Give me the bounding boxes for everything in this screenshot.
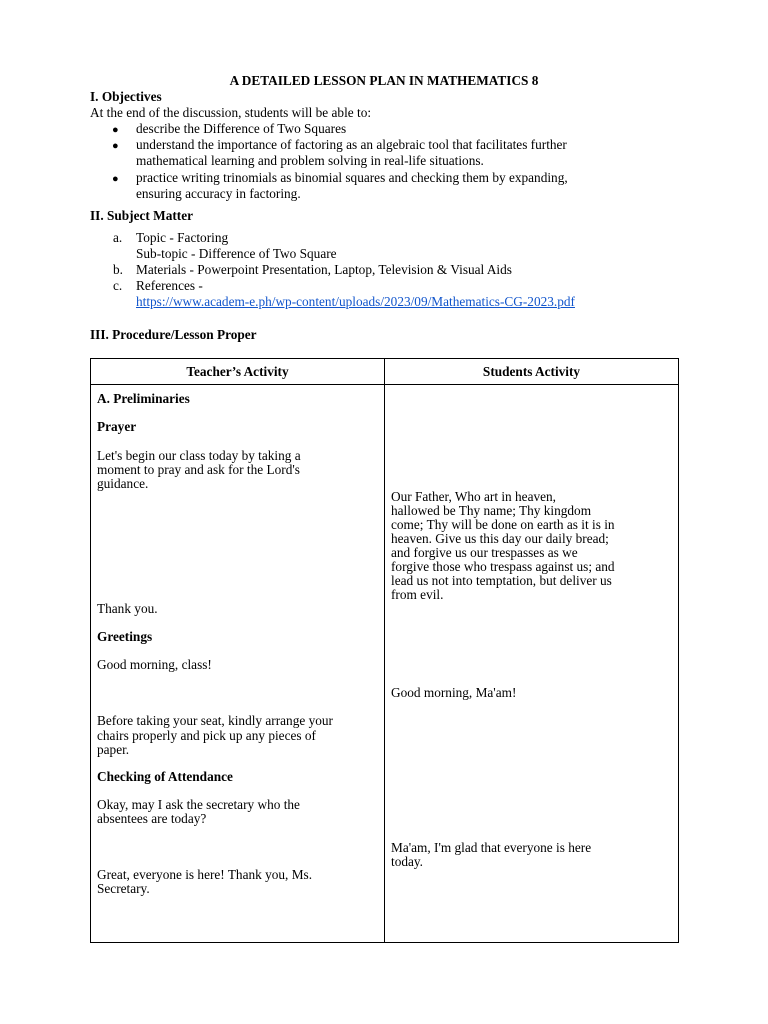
objectives-intro: At the end of the discussion, students will be able to: bbox=[90, 105, 372, 120]
objective-item-continued: ensuring accuracy in factoring. bbox=[136, 186, 301, 201]
list-marker: c. bbox=[113, 278, 123, 293]
references-line: References - bbox=[136, 278, 203, 293]
teacher-line: Before taking your seat, kindly arrange your bbox=[97, 713, 333, 728]
student-line: today. bbox=[391, 854, 424, 869]
subtopic-line: Sub-topic - Difference of Two Square bbox=[136, 246, 337, 261]
list-marker: b. bbox=[113, 262, 123, 277]
preliminaries-heading: A. Preliminaries bbox=[97, 391, 190, 406]
greetings-heading: Greetings bbox=[97, 629, 153, 644]
page-title: A DETAILED LESSON PLAN IN MATHEMATICS 8 bbox=[229, 73, 539, 88]
teacher-line: Secretary. bbox=[97, 881, 150, 896]
teacher-line: paper. bbox=[97, 742, 130, 757]
attendance-heading: Checking of Attendance bbox=[97, 769, 233, 784]
objective-item: understand the importance of factoring as an algebraic tool that facilitates further bbox=[136, 137, 567, 152]
teacher-line: Great, everyone is here! Thank you, Ms. bbox=[97, 867, 313, 882]
bullet-icon: ● bbox=[112, 124, 119, 136]
student-line: come; Thy will be done on earth as it is in bbox=[391, 517, 615, 532]
student-line: Our Father, Who art in heaven, bbox=[391, 489, 557, 504]
objective-item-continued: mathematical learning and problem solving in real-life situations. bbox=[136, 153, 484, 168]
student-line: hallowed be Thy name; Thy kingdom bbox=[391, 503, 592, 518]
teacher-greeting: Good morning, class! bbox=[97, 657, 212, 672]
student-line: heaven. Give us this day our daily bread; bbox=[391, 531, 609, 546]
students-column-header: Students Activity bbox=[482, 364, 581, 379]
objective-item: describe the Difference of Two Squares bbox=[136, 121, 347, 136]
bullet-icon: ● bbox=[112, 173, 119, 185]
bullet-icon: ● bbox=[112, 140, 119, 152]
student-line: forgive those who trespass against us; and bbox=[391, 559, 615, 574]
teacher-line: Okay, may I ask the secretary who the bbox=[97, 797, 300, 812]
teacher-line: absentees are today? bbox=[97, 811, 207, 826]
activity-table bbox=[90, 358, 679, 943]
teacher-thank-you: Thank you. bbox=[97, 601, 158, 616]
teacher-line: guidance. bbox=[97, 476, 149, 491]
teacher-column-header: Teacher’s Activity bbox=[186, 364, 289, 379]
reference-link[interactable]: https://www.academ-e.ph/wp-content/uploads/2023/09/Mathematics-CG-2023.pdf bbox=[136, 294, 575, 309]
topic-line: Topic - Factoring bbox=[136, 230, 229, 245]
objectives-heading: I. Objectives bbox=[90, 89, 162, 104]
list-marker: a. bbox=[113, 230, 123, 245]
teacher-line: Let's begin our class today by taking a bbox=[97, 448, 301, 463]
student-line: and forgive us our trespasses as we bbox=[391, 545, 578, 560]
procedure-heading: III. Procedure/Lesson Proper bbox=[90, 327, 257, 342]
student-greeting-reply: Good morning, Ma'am! bbox=[391, 685, 517, 700]
student-line: lead us not into temptation, but deliver us bbox=[391, 573, 612, 588]
student-line: from evil. bbox=[391, 587, 444, 602]
column-divider bbox=[384, 359, 385, 942]
objective-item: practice writing trinomials as binomial squares and checking them by expanding, bbox=[136, 170, 568, 185]
teacher-line: chairs properly and pick up any pieces of bbox=[97, 728, 316, 743]
header-divider bbox=[91, 384, 678, 385]
subject-matter-heading: II. Subject Matter bbox=[90, 208, 194, 223]
teacher-line: moment to pray and ask for the Lord's bbox=[97, 462, 300, 477]
prayer-heading: Prayer bbox=[97, 419, 137, 434]
student-line: Ma'am, I'm glad that everyone is here bbox=[391, 840, 592, 855]
materials-line: Materials - Powerpoint Presentation, Laptop, Television & Visual Aids bbox=[136, 262, 512, 277]
